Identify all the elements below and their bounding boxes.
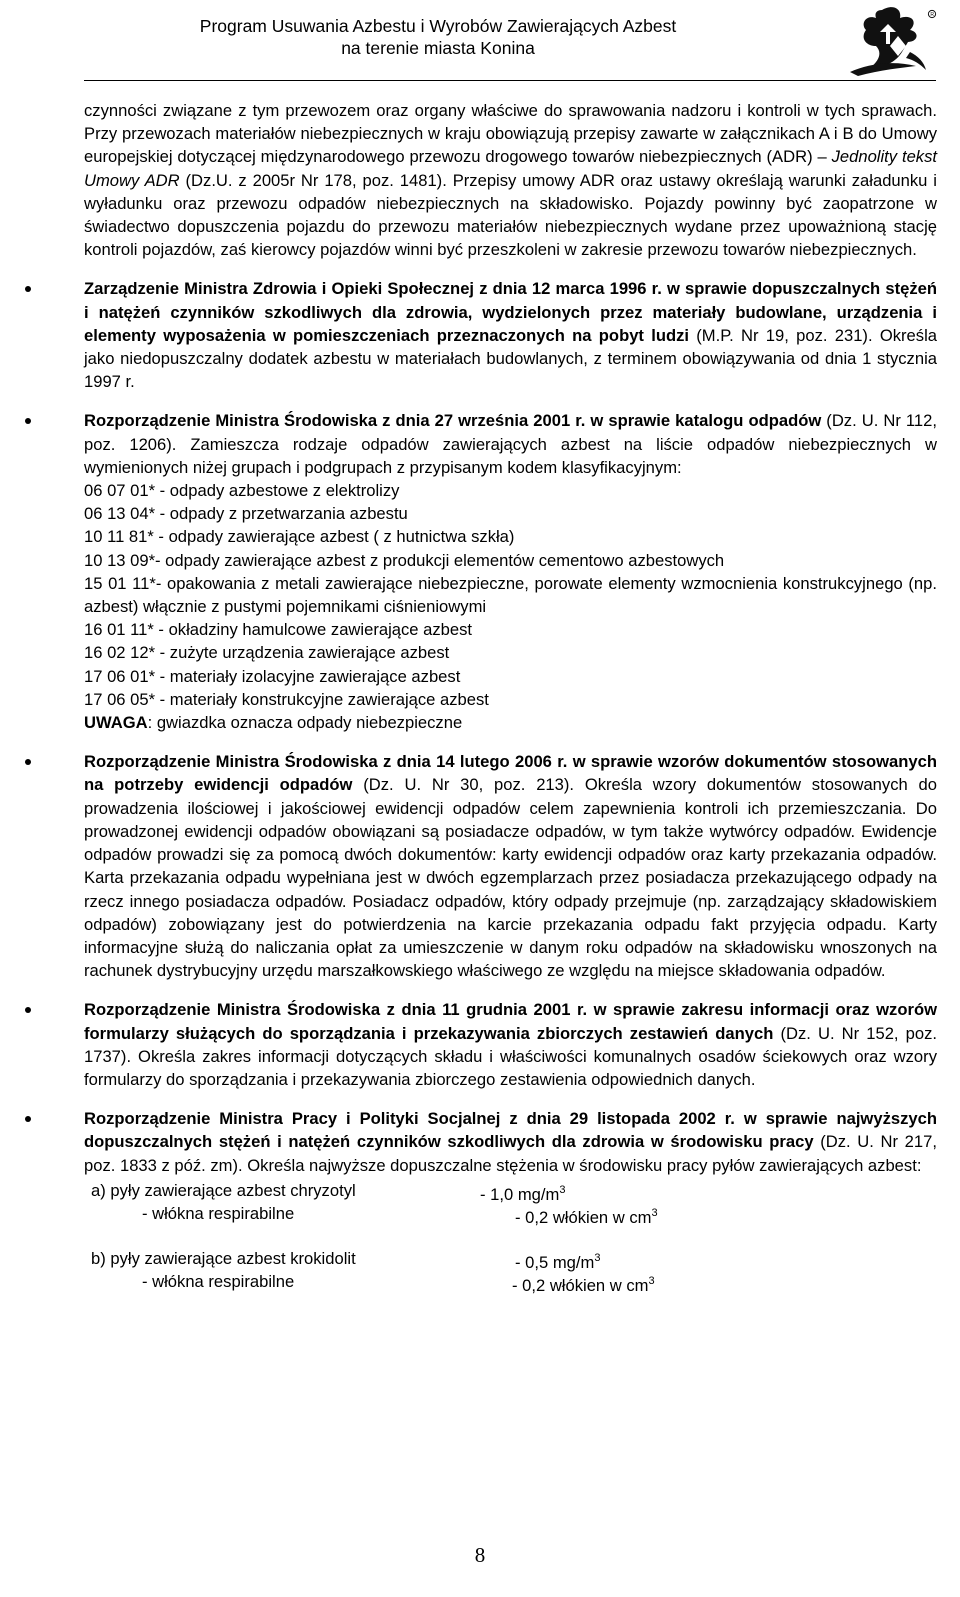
limit-row-b: b) pyły zawierające azbest krokidolit - 0,5 $mg/m^3$ (91, 1249, 601, 1273)
list-item: 06 13 04* - odpady z przetwarzania azbestu (84, 504, 408, 524)
list-item: 17 06 05* - materiały konstrukcyjne zawierające azbest (84, 689, 489, 709)
list-item: 15 01 11*- opakowania z metali zawierające niebezpieczne, porowate elementy wzmocnienia konstrukcyjnego (np. azbest) włącznie z pustymi pojemnikami ciśnieniowymi (84, 573, 937, 617)
list-item: 17 06 01* - materiały izolacyjne zawierające azbest (84, 666, 461, 686)
limit-row-b-sub: - włókna respirabilne - 0,2 włókien w $cm^3$ (142, 1272, 655, 1296)
intro-paragraph: czynności związane z tym przewozem oraz organy właściwe do sprawowania nadzoru i kontroli w tych sprawach. Przy przewozach materiałów niebezpiecznych w kraju obowiązują przepisy zawarte w załącznikach A i B do Umowy europejskiej dotyczącej międzynarodowego przewozu drogowego towarów niebezpiecznych (ADR) – Jednolity tekst Umowy ADR (Dz.U. z 2005r Nr 178, poz. 1481). Przepisy umowy ADR oraz ustawy określają warunki załadunku i wyładunku oraz przewozu odpadów niebezpiecznych na składowisko. Pojazdy powinny być zaopatrzone w świadectwo dopuszczenia pojazdu do przewozu materiałów niebezpiecznych wydane przez upoważnioną stację kontroli pojazdów, zaś kierowcy pojazdów winni być przeszkoleni w zakresie przewozu towarów niebezpiecznych. (84, 101, 937, 260)
note: UWAGA: gwiazdka oznacza odpady niebezpieczne (84, 713, 463, 733)
bullet-ndsn: Rozporządzenie Ministra Pracy i Polityki Socjalnej z dnia 29 listopada 2002 r. w sprawie najwyższych dopuszczalnych stężeń i natężeń czynników szkodliwych dla zdrowia w środowisku pracy (Dz. U. Nr 217, poz. 1833 z póź. zm). Określa najwyższe dopuszczalne stężenia w środowisku pracy pyłów zawierających azbest: (84, 1107, 937, 1177)
waste-code-list (84, 479, 937, 734)
list-item: 10 13 09*- odpady zawierające azbest z produkcji elementów cementowo azbestowych (84, 550, 725, 570)
bullet-katalog-odpadow: Rozporządzenie Ministra Środowiska z dnia 27 września 2001 r. w sprawie katalogu odpadów (Dz. U. Nr 112, poz. 1206). Zamieszcza rodzaje odpadów zawierających azbest na liście odpadów niebezpiecznych w wymienionych niżej grupach i podgrupach z przypisanym kodem klasyfikacyjnym: (84, 409, 937, 479)
list-item: 16 01 11* - okładziny hamulcowe zawierające azbest (84, 620, 473, 640)
bullet-zestawienia-danych: Rozporządzenie Ministra Środowiska z dnia 11 grudnia 2001 r. w sprawie zakresu informacji oraz wzorów formularzy służących do sporządzania i przekazywania zbiorczych zestawień danych (Dz. U. Nr 152, poz. 1737). Określa zakres informacji dotyczących składu i właściwości komunalnych osadów ściekowych oraz wzory formularzy do sporządzania i przekazywania zbiorczego zestawienia odpowiednich danych. (84, 998, 937, 1091)
adr-title-italic: Jednolity tekst Umowy ADR (84, 147, 937, 190)
document-body (84, 99, 938, 1296)
page-number: 8 (474, 1543, 486, 1567)
list-item: 10 11 81* - odpady zawierające azbest ( z hutnictwa szkła) (84, 527, 515, 547)
header-title-line2: na terenie miasta Konina (341, 38, 535, 58)
limits-table (84, 1179, 937, 1294)
limit-row-a-sub: - włókna respirabilne - 0,2 włókien w $cm^3$ (142, 1203, 658, 1227)
header-title (118, 15, 758, 59)
list-item: 16 02 12* - zużyte urządzenia zawierające azbest (84, 643, 450, 663)
limit-row-a: a) pyły zawierające azbest chryzotyl - 1,0 $mg/m^3$ (91, 1180, 566, 1204)
header-divider (84, 80, 936, 81)
header-title-line1: Program Usuwania Azbestu i Wyrobów Zawierających Azbest (199, 16, 677, 36)
bullet-zarzadzenie-1996: Zarządzenie Ministra Zdrowia i Opieki Społecznej z dnia 12 marca 1996 r. w sprawie dopuszczalnych stężeń i natężeń czynników szkodliwych dla zdrowia, wydzielonych przez materiały budowlane, urządzenia i elementy wyposażenia w pomieszczeniach przeznaczonych na pobyt ludzi (M.P. Nr 19, poz. 231). Określa jako niedopuszczalny dodatek azbestu w materiałach budowlanych, z terminem obowiązywania od dnia 1 stycznia 1997 r. (84, 277, 937, 393)
svg-text:R: R (930, 12, 935, 18)
page-header (0, 0, 960, 80)
list-item: 06 07 01* - odpady azbestowe z elektrolizy (84, 481, 400, 501)
bullet-ewidencja-odpadow: Rozporządzenie Ministra Środowiska z dnia 14 lutego 2006 r. w sprawie wzorów dokumentów stosowanych na potrzeby ewidencji odpadów (Dz. U. Nr 30, poz. 213). Określa wzory dokumentów stosowanych do prowadzenia ilościowej i jakościowej ewidencji odpadów celem zapewnienia kontroli ich przemieszczania. Do prowadzonej ewidencji odpadów obowiązani są posiadacze odpadów, w tym także wytwórcy odpadów. Ewidencje odpadów prowadzi się za pomocą dwóch dokumentów: karty ewidencji odpadów oraz karty przekazania odpadów. Karta przekazania odpadu wypełniana jest w dwóch egzemplarzach przez posiadacza przekazującego odpady na rzecz innego posiadacza odpadów. Posiadacz odpadów, który odpady przejmuje (np. zarządzający składowiskiem odpadów) zobowiązany jest do potwierdzenia na karcie przekazania odpadu fakt przyjęcia odpadu. Karty informacyjne służą do naliczania opłat za umieszczenie w danym roku odpadów na składowisku wnoszonych na rachunek dystrybucyjny urzędu marszałkowskiego właściwego ze względu na miejsce składowania odpadów. (84, 750, 937, 982)
konin-logo-icon (840, 2, 940, 78)
